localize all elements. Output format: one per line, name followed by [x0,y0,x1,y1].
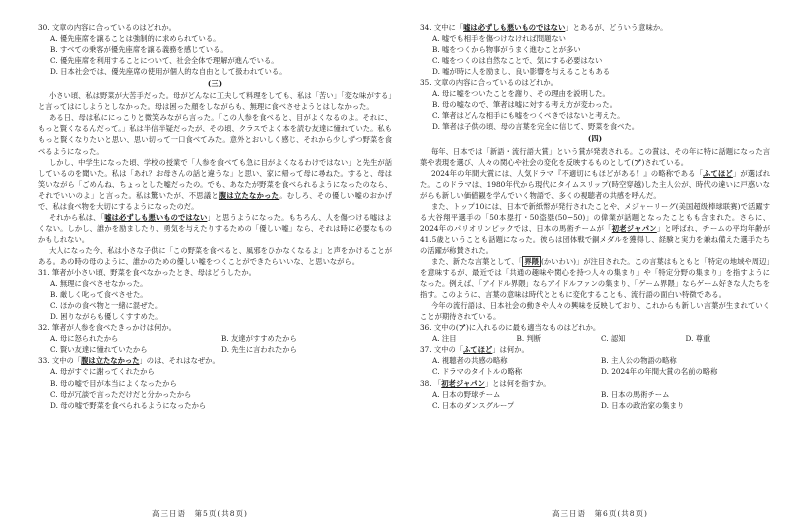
question-31 [38,267,392,322]
option-d: D. 嘘が時に人を励まし、良い影響を与えることもある [432,67,611,77]
option-a: A. 無理に食べさせなかった。 [50,279,148,289]
option-a: A. 母がすぐに謝ってくれたから [50,367,155,377]
option-c: C. 優先座席を利用することについて、社会全体で理解が進んでいる。 [50,56,279,66]
keyword-underlined: 腹は立たなかった [218,190,280,200]
blank-marker: ア [634,157,642,167]
option-c: C. 筆者はどんな相手にも嘘をつくべきではないと考えた。 [432,111,625,121]
option-d: D. 2024年の年間大賞の名前の略称 [601,367,718,377]
option-b: B. 嘘をつくから物事がうまく進むことが多い [432,45,581,55]
question-stem: 33. 文中の「腹は立たなかった」のは、それはなぜか。 [38,356,220,366]
question-stem: 34. 文中に「嘘は必ずしも悪いものではない」とあるが、どういう意味か。 [420,23,668,32]
option-b: B. 主人公の物語の略称 [601,356,677,366]
option-b: B. 母の嘘で目が本当によくなったから [50,378,177,388]
paragraph: また、新たな言葉として、「 界隈 (かいわい)」が注目された。この言葉はもともと「特定の地域や周辺」を意味するが、最近では「共通の趣味や関心を持つ人々の集まり」や「特定分野の集まり」を指すようになった。例えば、「アイドル界隈」ならアイドルファンの集まり、「ゲーム界隈」ならゲーム好きな人たちを指す。このように、言葉の意味は時代とともに変化することも、流行語の面白い特徴である。 [420,256,771,300]
keyword-underlined: 初老ジャパン [611,223,657,233]
question-33 [38,355,392,410]
question-stem: 38. 「初老ジャパン」とは何を指すか。 [420,378,551,388]
option-a: A. 嘘でも相手を傷つけなければ問題ない [432,34,566,44]
question-38 [420,378,770,411]
page-footer: 高三日语 第5页(共8页) [152,509,248,518]
option-c: C. 認知 [601,334,626,344]
page-footer: 高三日语 第6页(共8页) [552,509,648,518]
paragraph: 2024年の年間大賞には、人気ドラマ『不適切にもほどがある！』の略称である「ふてほど」が選ばれた。このドラマは、1980年代から現代にタイムスリップ(時空穿越)した主人公が、時代の違いに戸惑いながらも新しい価値観を学んでいく物語で、多くの視聴者の共感を呼んだ。 [420,168,770,200]
option-d: D. 日本の政治家の集まり [601,400,685,410]
section-heading: (四) [587,134,603,144]
question-32 [38,322,392,355]
right-page [400,0,800,531]
option-b: B. すべての乗客が優先座席を譲る義務を感じている。 [50,45,228,55]
option-c: C. 賢い友達に憧れていたから [50,345,148,355]
section-heading: (三) [207,79,223,89]
paragraph: 小さい頃、私は野菜が大苦手だった。母がどんなに工夫して料理をしても、私は「苦い」「変な味がする」と言ってはにしようとしなかった。母は困った顔をしながらも、無理に食べさせようとはしなかった。 [38,91,392,112]
question-stem: 37. 文中の「ふてほど」は何か。 [420,345,529,355]
question-stem: 36. 文中の(ア)に入れるのに最も適当なものはどれか。 [420,323,601,333]
paragraph: それから私は、「嘘は必ずしも悪いものではない」と思うようになった。もちろん、人を傷つける嘘はよくない。しかし、誰かを励ましたり、勇気を与えたりするための「優しい嘘」なら、それは時に必要なものかもしれない。 [38,212,393,244]
option-b: B. 日本の馬術チーム [601,389,670,399]
paragraph: 大人になった今、私は小さな子供に「この野菜を食べると、風邪をひかなくなるよ」と声をかけることがある。あの時の母のように、誰かのための優しい嘘をつくことができたらいいな、と思いながら。 [38,245,392,266]
option-c: C. ドラマのタイトルの略称 [432,367,523,377]
question-stem: 30. 文章の内容に合っているのはどれか。 [38,23,176,32]
option-c: C. ほかの食べ物と一緒に混ぜた。 [50,301,163,311]
option-a: A. 優先座席を譲ることは強制的に求められている。 [50,34,221,44]
paragraph: しかし、中学生になった頃、学校の授業で「人参を食べても急に目がよくなるわけではない」と先生が話しているのを聞いた。私は「あれ？お母さんの話と違うな」と思い、家に帰って母に尋ねた。すると、母は笑いながら「ごめんね、ちょっとした嘘だったの。でも、あなたが野菜を食べられるようになったのなら、それでいいのよ」と言った。私は驚いたが、不思議と腹は立たなかった。むしろ、その優しい嘘のおかげで、私は食べ物を大切にするようになったのだ。 [38,157,393,211]
option-d: D. 尊重 [685,334,711,344]
question-34 [420,22,770,77]
option-b: B. 判断 [516,334,542,344]
option-c: C. 嘘をつくのは自然なことで、気にする必要はない [432,56,603,66]
option-d: D. 筆者は子供の頃、母の言葉を完全に信じて、野菜を食べた。 [432,122,640,132]
question-30 [38,22,392,77]
option-d: D. 先生に言われたから [221,345,297,355]
question-37 [420,344,770,377]
option-b: B. 母の嘘なので、筆者は嘘に対する考え方が変わった。 [432,100,617,110]
option-a: A. 注目 [432,334,457,344]
keyword-underlined: 嘘は必ずしも悪いものではない [104,212,208,222]
keyword-boxed: 界隈 [524,256,539,266]
question-35 [420,77,770,132]
paragraph: また、トップ10には、日本で新紙幣が発行されたことや、メジャーリーグ(美国超级棒球联赛)で活躍する大谷翔平選手の「50本塁打・50盗塁(50−50)」の偉業が話題となったこともも含まれた。さらに、2024年のパリオリンピックでは、日本の馬術チームが「初老ジャパン」と呼ばれ、チームの平均年齢が41.5歳ということも話題になった。彼らは団体戦で銅メダルを獲得し、経験と実力を兼ね備えた選手たちの活躍が称賛された。 [420,201,770,255]
question-stem: 31. 筆者が小さい頃、野菜を食べなかったとき、母はどうしたか。 [38,268,256,278]
question-stem: 35. 文章の内容に合っているのはどれか。 [420,78,558,88]
option-c: C. 日本のダンスグループ [432,400,515,410]
option-a: A. 視聴者の共感の略称 [432,356,508,366]
keyword-underlined: ふてほど [703,168,733,178]
option-d: D. 母の嘘で野菜を食べられるようになったから [50,400,207,410]
paragraph: 今年の流行語は、日本社会の動きや人々の興味を反映しており、これからも新しい言葉が生まれていくことが期待されている。 [420,301,770,322]
option-d: D. 困りながらも優しくすすめた。 [50,312,163,322]
option-a: A. 母に嘘をついたことを謝り、その理由を説明した。 [432,89,610,99]
option-b: B. 厳しく叱って食べさせた。 [50,290,148,300]
paragraph: 毎年、日本では「新語・流行語大賞」という賞が発表される。この賞は、その年に特に話題になった言葉や表現を選び、人々の関心や社会の変化を反映するものとして(ア)されている。 [420,146,770,167]
question-36 [420,322,770,344]
question-stem: 32. 筆者が人参を食べたきっかけは何か。 [38,323,176,333]
option-d: D. 日本社会では、優先座席の使用が個人的な自由として扱われている。 [50,67,287,77]
option-b: B. 友達がすすめたから [221,334,297,344]
paragraph: ある日、母は私ににっこりと微笑みながら言った。「この人参を食べると、目がよくなるのよ。それに、もっと賢くなるんだって。」私は半信半疑だったが、その頃、クラスでよく本を読む友達に憧れていた。私ももっと賢くなりたいと思い、思い切って一口食べてみた。意外とおいしく感じ、それから少しずつ野菜を食べるようになった。 [38,113,392,156]
option-c: C. 母が冗談で言っただけだと分かったから [50,389,192,399]
option-a: A. 母に怒られたから [50,334,119,344]
option-a: A. 日本の野球チーム [432,389,501,399]
